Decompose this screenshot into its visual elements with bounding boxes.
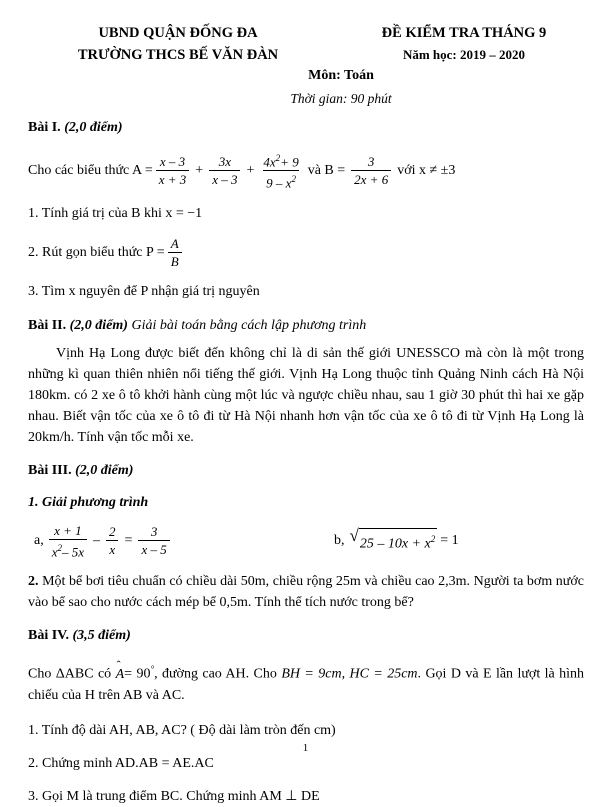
fraction-b-numerator: 3 <box>367 154 375 170</box>
equation-a-fraction-2-num: 2 <box>109 524 116 540</box>
fraction-1 <box>156 154 190 187</box>
bai-3-sub-2-number: 2. <box>28 573 39 589</box>
bai-4-points: (3,5 điểm) <box>72 627 131 643</box>
equation-a-fraction-1-den <box>49 539 87 559</box>
equation-b-row <box>334 527 462 555</box>
fraction-3-num-tail: + 9 <box>280 154 299 170</box>
page-number: 1 <box>302 742 309 754</box>
fraction-1-denominator: x + 3 <box>156 170 190 187</box>
bai-1-question-2-row <box>28 236 185 269</box>
radicand-base: 25 – 10x + x <box>359 536 431 552</box>
equation-a-fraction-2 <box>106 524 119 557</box>
bai-4-title: Bài IV. <box>28 627 69 643</box>
and-b-text: và B = <box>307 163 346 179</box>
bai-3-title: Bài III. <box>28 462 72 478</box>
bai-2-description: Giải bài toán bằng cách lập phương trình <box>131 317 367 333</box>
bai-1-heading <box>28 118 584 138</box>
bai-1-question-2-text: 2. Rút gọn biểu thức P = <box>28 244 165 260</box>
equation-b-tail: = 1 <box>440 532 459 548</box>
header-right-column <box>344 22 584 65</box>
equation-a-fraction-1 <box>49 523 87 559</box>
equation-a-fraction-1-num: x + 1 <box>54 522 82 538</box>
radical-sign: √ <box>349 525 359 545</box>
section-bai-2 <box>28 316 584 448</box>
fraction-p-denominator: B <box>168 252 182 269</box>
duration-line: Thời gian: 90 phút <box>290 91 392 106</box>
fraction-2 <box>209 154 240 187</box>
bai-4-intro-part-1: Cho ΔABC có <box>28 666 112 682</box>
equation-a-fraction-3-den: x – 5 <box>138 540 169 557</box>
bai-3-heading <box>28 461 584 481</box>
section-bai-4 <box>28 626 584 807</box>
bai-3-equation-a <box>28 523 334 559</box>
degree-symbol: ° <box>150 663 155 674</box>
header-left-column <box>28 22 328 66</box>
equation-a-fraction-3-num: 3 <box>150 524 158 540</box>
bai-4-heading <box>28 626 584 646</box>
fraction-3-num-base: 4x <box>263 154 276 170</box>
equation-a-fraction-2-den: x <box>106 540 118 557</box>
fraction-p <box>168 236 182 269</box>
equation-a-equals: = <box>124 532 133 548</box>
angle-a-symbol: ˆ A <box>116 664 125 685</box>
square-root <box>350 527 438 555</box>
bai-1-title: Bài I. <box>28 120 61 135</box>
school-name: TRƯỜNG THCS BẾ VĂN ĐÀN <box>77 47 279 63</box>
bai-4-question-2: 2. Chứng minh AD.AB = AE.AC <box>28 755 214 771</box>
bai-1-question-2 <box>28 236 584 269</box>
bai-2-title: Bài II. <box>28 317 67 333</box>
fraction-1-numerator: x – 3 <box>159 154 186 170</box>
fraction-3-den-base: 9 – x <box>266 175 292 191</box>
bai-4-given-lengths: BH = 9cm, HC = 25cm <box>281 666 418 682</box>
equation-b-label: b, <box>334 532 345 548</box>
equation-a-f1-den-base: x <box>51 543 58 559</box>
equation-a-f1-den-exp: 2 <box>57 542 62 553</box>
equation-a-f1-den-tail: – 5x <box>62 543 85 559</box>
bai-1-condition: với x ≠ ±3 <box>397 163 456 179</box>
section-bai-1 <box>28 118 584 302</box>
equation-a-row <box>34 523 173 559</box>
fraction-3-numerator <box>260 151 301 170</box>
bai-2-heading <box>28 316 584 336</box>
bai-1-points: (2,0 điểm) <box>64 120 123 135</box>
document-header <box>28 22 584 66</box>
fraction-3-num-exponent: 2 <box>275 153 281 163</box>
bai-2-paragraph: Vịnh Hạ Long được biết đến không chỉ là di sản thế giới UNESSCO mà còn là một trong những kì quan thiên nhiên nổi tiếng thế giới. Vịnh Hạ Long thuộc tỉnh Quảng Ninh cách Hà Nội 180km. có 2 xe ô tô khởi hành cùng một lúc và ngược chiều nhau, sau 1 giờ 30 phút thì hai xe gặp nhau. Biết vận tốc của xe ô tô đi từ Hà Nội nhanh hơn vận tốc của xe ô tô đi từ Vịnh Hạ Long là 20km/h. Tính vận tốc mỗi xe. <box>28 345 584 445</box>
radicand <box>359 528 437 555</box>
bai-4-intro-part-4: . Gọi D và E lần lượt là hình chiếu của H trên AB và AC. <box>28 666 585 703</box>
bai-4-intro <box>28 659 584 706</box>
bai-3-equations-row <box>28 523 584 559</box>
fraction-b-denominator: 2x + 6 <box>351 170 391 187</box>
bai-1-question-3: 3. Tìm x nguyên để P nhận giá trị nguyên <box>28 283 260 299</box>
bai-4-question-3: 3. Gọi M là trung điểm BC. Chứng minh AM ⊥ DE <box>28 788 320 804</box>
bai-3-sub-2-text: Một bể bơi tiêu chuẩn có chiều dài 50m, chiều rộng 25m và chiều cao 2,3m. Người ta bơm nước vào bể sao cho nước cách mép bể 0,5m. Tính thể tích nước trong bể? <box>28 573 585 610</box>
equation-a-minus: – <box>93 532 101 548</box>
fraction-b <box>351 154 391 187</box>
bai-1-expression-line <box>28 151 584 191</box>
fraction-3-den-exponent: 2 <box>291 174 296 185</box>
bai-1-expression <box>28 151 458 191</box>
bai-3-equation-b <box>334 527 584 555</box>
equation-a-label: a, <box>34 532 44 548</box>
plus-operator-1: + <box>195 163 204 179</box>
bai-1-intro-text: Cho các biểu thức A = <box>28 163 153 179</box>
exam-title: ĐỀ KIỂM TRA THÁNG 9 <box>381 25 547 41</box>
bai-3-sub-2 <box>28 571 584 613</box>
bai-2-points: (2,0 điểm) <box>69 317 128 333</box>
fraction-p-numerator: A <box>170 235 179 251</box>
radicand-exponent: 2 <box>430 533 436 544</box>
bai-4-intro-part-3: , đường cao AH. Cho <box>154 666 277 682</box>
issuing-authority: UBND QUẬN ĐỐNG ĐA <box>98 25 258 41</box>
bai-4-intro-part-2: = 90 <box>124 666 151 682</box>
fraction-3-denominator <box>263 170 299 190</box>
fraction-3 <box>260 151 301 191</box>
bai-4-question-1: 1. Tính độ dài AH, AB, AC? ( Độ dài làm tròn đến cm) <box>28 722 336 738</box>
document-content <box>28 22 584 807</box>
bai-3-sub-1-heading: 1. Giải phương trình <box>28 494 149 510</box>
bai-3-points: (2,0 điểm) <box>75 462 134 478</box>
fraction-2-denominator: x – 3 <box>209 170 240 187</box>
equation-a-fraction-3 <box>138 524 169 557</box>
plus-operator-2: + <box>246 163 255 179</box>
school-year: Năm học: 2019 – 2020 <box>402 47 526 62</box>
fraction-2-numerator: 3x <box>218 154 231 170</box>
section-bai-3 <box>28 461 584 613</box>
subject-line: Môn: Toán <box>308 68 374 83</box>
bai-1-question-1: 1. Tính giá trị của B khi x = −1 <box>28 205 203 221</box>
